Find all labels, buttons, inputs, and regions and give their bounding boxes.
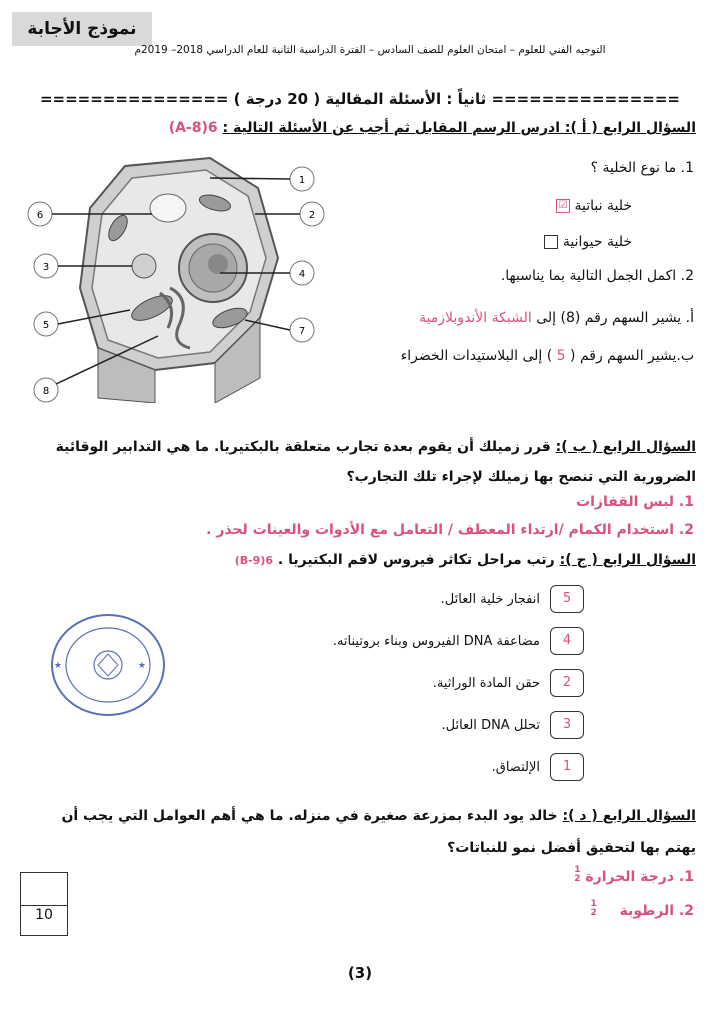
qd-answer-2: [444, 900, 694, 919]
qc-step: [124, 585, 584, 613]
qa-heading-text: السؤال الرابع ( أ ): ادرس الرسم المقابل ثم أجب عن الأسئلة التالية :: [222, 120, 696, 136]
qa-q2: 2. اكمل الجمل التالية بما يناسبها.: [500, 268, 694, 284]
step-order-box: 4: [550, 627, 584, 655]
qa-option-plant-text: خلية نباتية: [574, 198, 632, 214]
diagram-label-6: 6: [36, 210, 44, 221]
plant-cell-diagram: [20, 148, 340, 403]
step-text: حقن المادة الوراثية.: [432, 675, 540, 691]
qa-sentence-a-answer: الشبكة الأندوبلازمية: [419, 310, 532, 326]
qc-code: 6(B-9): [234, 554, 274, 567]
qd-answer-1-text: 1. درجة الحرارة: [585, 869, 694, 885]
qa-sentence-a-prefix: أ. يشير السهم رقم (8) إلى: [536, 310, 694, 326]
qa-q1: 1. ما نوع الخلية ؟: [590, 160, 694, 176]
qd-question: خالد يود البدء بمزرعة صغيرة في منزله. ما هي أهم العوامل التي يجب أن يهتم بها لتحقيق أفضل نمو للنباتات؟: [61, 808, 696, 856]
qc-steps: [124, 585, 584, 781]
official-stamp: [48, 610, 168, 720]
exam-header: التوجيه الفني للعلوم – امتحان العلوم للصف السادس – الفترة الدراسية الثانية للعام الدراسي 2018– 2019م: [134, 44, 606, 56]
qb-answer-2: 2. استخدام الكمام /ارتداء المعطف / التعامل مع الأدوات والعينات لحذر .: [206, 522, 694, 538]
qc-step: [124, 669, 584, 697]
qd-answer-1: [444, 866, 694, 885]
step-text: مضاعفة DNA الفيروس وبناء بروتيناته.: [332, 633, 540, 649]
page-number: (3): [347, 964, 373, 982]
qa-sentence-b-answer: 5: [556, 348, 566, 364]
half-mark: 1 2: [590, 899, 597, 918]
diagram-label-2: 2: [308, 210, 316, 221]
step-order-box: 3: [550, 711, 584, 739]
answer-key-label: نموذج الأجابة: [12, 12, 152, 46]
half-mark: 1 2: [574, 865, 581, 884]
qa-code: 6(A-8): [168, 120, 218, 136]
qa-heading: [56, 120, 696, 136]
qb-heading: السؤال الرابع ( ب ):: [555, 439, 696, 455]
step-order-box: 1: [550, 753, 584, 781]
diagram-label-4: 4: [298, 269, 306, 280]
score-box: [20, 872, 68, 936]
unchecked-box-icon: [544, 235, 558, 249]
qc-step: [124, 711, 584, 739]
qa-option-animal: [392, 234, 632, 250]
step-text: الإلتصاق.: [491, 759, 540, 775]
step-order-box: 5: [550, 585, 584, 613]
qa-option-animal-text: خلية حيوانية: [562, 234, 632, 250]
qc-step: [124, 753, 584, 781]
diagram-label-5: 5: [42, 320, 50, 331]
qd-text: [26, 800, 696, 864]
diagram-label-1: 1: [298, 175, 306, 186]
svg-text:★: ★: [53, 661, 62, 671]
step-text: انفجار خلية العائل.: [440, 591, 540, 607]
qa-option-plant: [392, 198, 632, 214]
qd-answer-2-text: 2. الرطوبة: [619, 903, 694, 919]
qa-sentence-b-prefix: ب.يشير السهم رقم (: [570, 348, 694, 364]
qa-sentence-a: [334, 310, 694, 326]
svg-text:★: ★: [137, 661, 146, 671]
step-order-box: 2: [550, 669, 584, 697]
diagram-label-7: 7: [298, 326, 306, 337]
qc-heading: السؤال الرابع ( ج ):: [559, 552, 696, 568]
qc-heading-line: [56, 552, 696, 568]
diagram-label-3: 3: [42, 262, 50, 273]
qd-heading: السؤال الرابع ( د ):: [562, 808, 696, 824]
step-text: تحلل DNA العائل.: [441, 717, 540, 733]
qa-sentence-b: [334, 348, 694, 364]
score-value: 10: [35, 907, 53, 923]
qb-answer-1: 1. لبس القفازات: [576, 494, 694, 510]
qb-question: قرر زميلك أن يقوم بعدة تجارب متعلقة بالبكتيريا. ما هي التدابير الوقائية الضرورية التي تنصح بها زميلك لإجراء تلك التجارب؟: [55, 439, 696, 485]
qc-step: [124, 627, 584, 655]
diagram-label-8: 8: [42, 386, 50, 397]
section-title: =============== ثانياً : الأسئلة المقالية ( 20 درجة ) ===============: [39, 90, 680, 108]
checked-icon: ☑: [556, 199, 570, 213]
qb-text: [26, 432, 696, 492]
qc-question: رتب مراحل تكاثر فيروس لاقم البكتيريا .: [277, 552, 560, 568]
qa-sentence-b-suffix: ) إلى البلاستيدات الخضراء: [400, 348, 553, 364]
